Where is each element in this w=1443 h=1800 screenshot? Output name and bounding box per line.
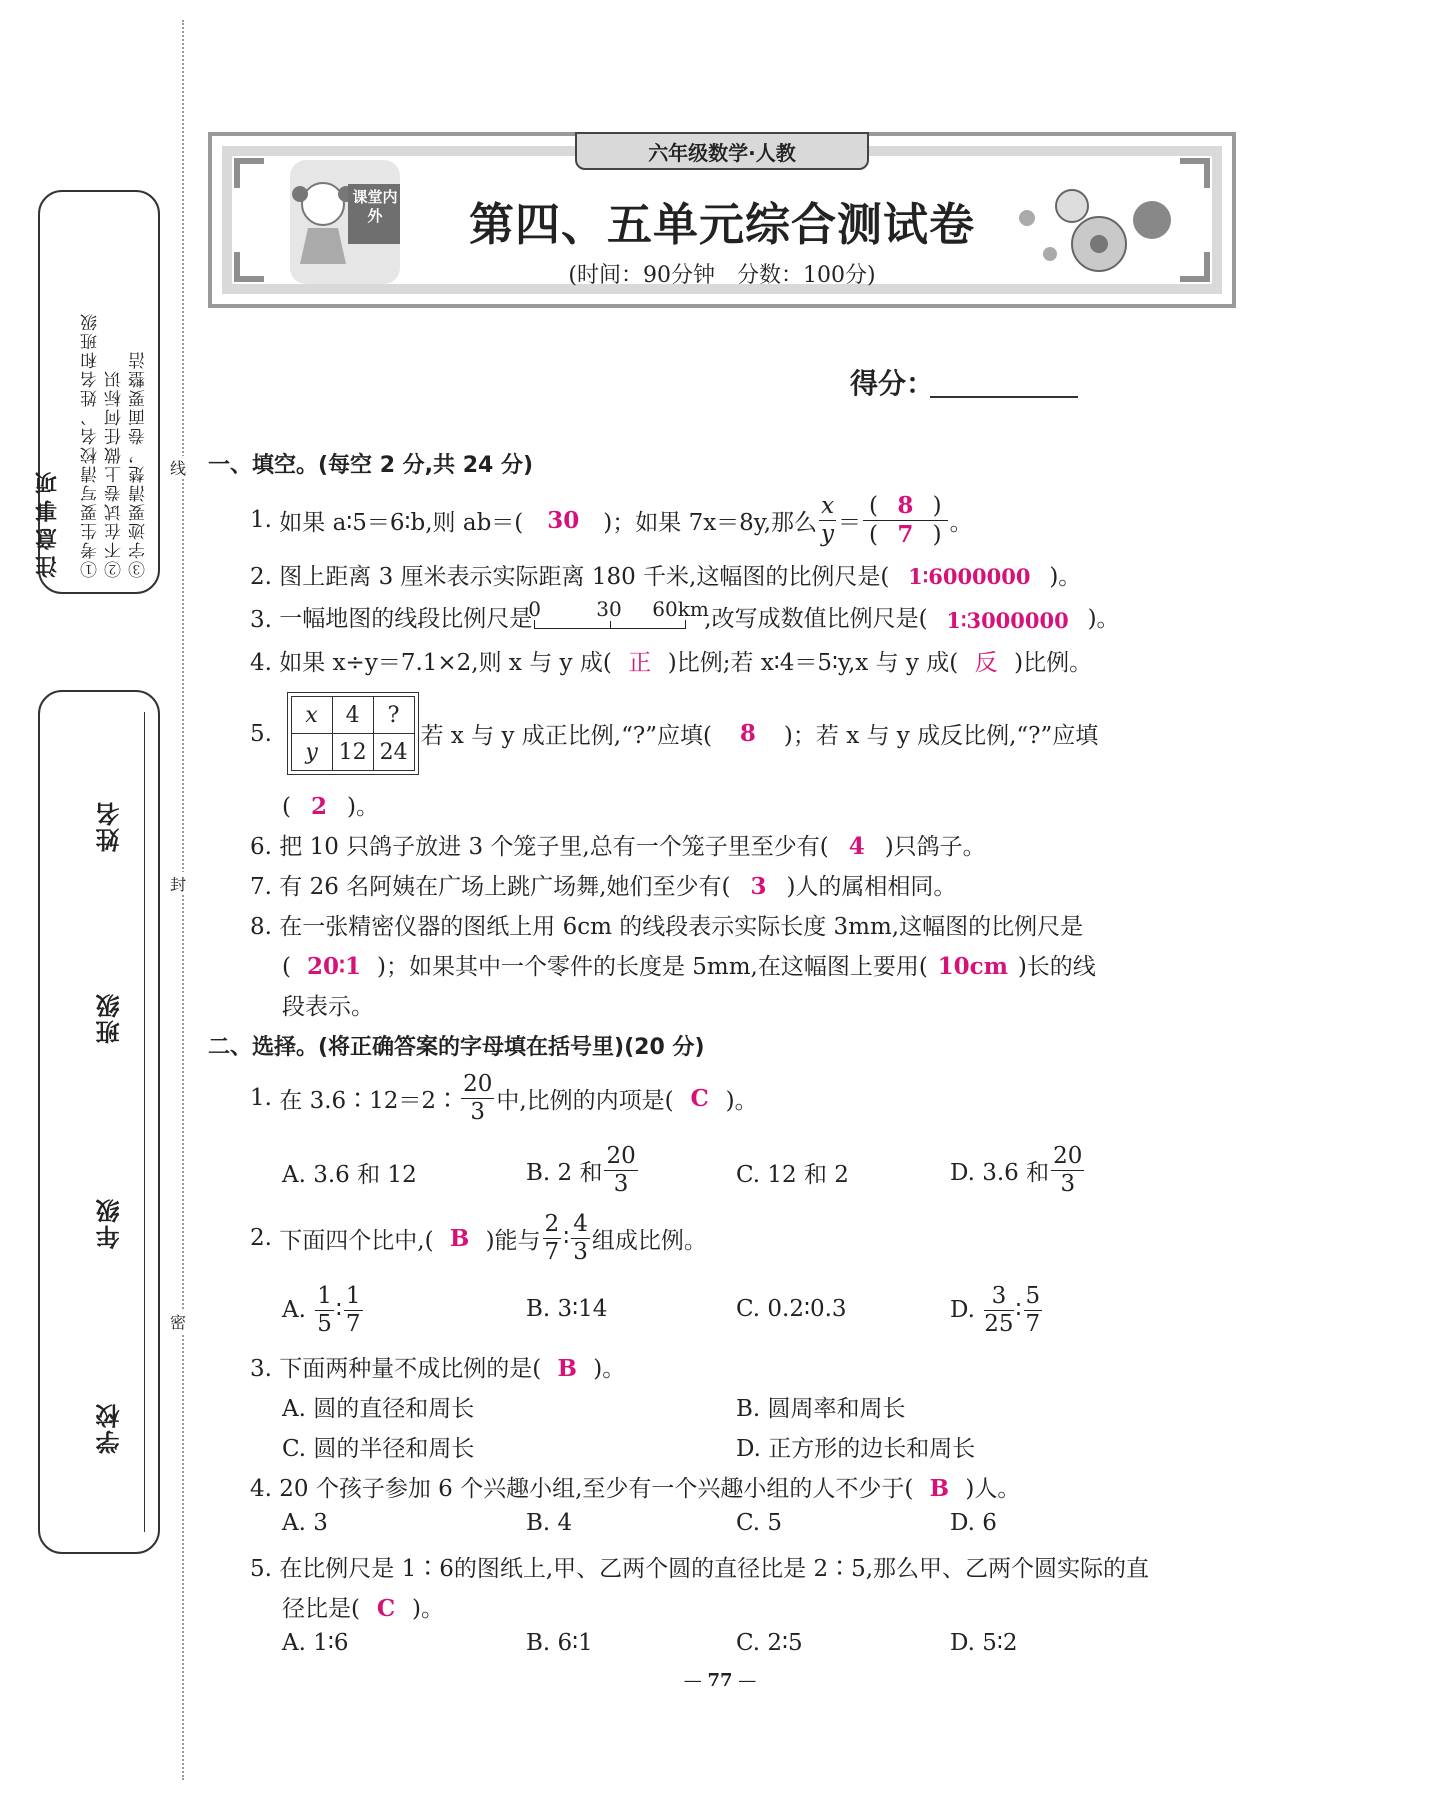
page-subtitle: (时间：90分钟 分数：100分) bbox=[568, 263, 876, 288]
page-title: 第四、五单元综合测试卷 bbox=[468, 198, 975, 251]
table-cell: 4 bbox=[332, 697, 373, 734]
q-text: )；如果其中一个零件的长度是 5mm,在这幅图上要用( bbox=[376, 954, 928, 980]
s2-q4 bbox=[250, 1470, 1020, 1503]
q-text: )人。 bbox=[965, 1476, 1021, 1502]
q-text: )比例;若 x∶4＝5∶y,x 与 y 成( bbox=[667, 650, 959, 676]
s2-q1 bbox=[250, 1068, 758, 1128]
table-cell: 24 bbox=[373, 734, 414, 771]
answer[interactable]: 2 bbox=[310, 793, 327, 820]
scale-label: 60km bbox=[652, 597, 709, 621]
option-d[interactable]: D. 5∶2 bbox=[950, 1630, 1018, 1656]
q-end: )。 bbox=[1049, 564, 1082, 590]
colon: ∶ bbox=[563, 1225, 570, 1251]
q-text: 段表示。 bbox=[282, 994, 374, 1020]
table-cell: x bbox=[291, 697, 332, 734]
option-c[interactable]: C. 12 和 2 bbox=[736, 1162, 849, 1188]
q-text: )；如果 7x＝8y,那么 bbox=[603, 509, 818, 536]
answer[interactable]: 7 bbox=[897, 520, 914, 548]
option-d[interactable]: D. 3.6 和 $\frac{20}{3}$ bbox=[950, 1142, 1083, 1197]
q-number: 2. bbox=[250, 1225, 272, 1251]
q-text: 径比是( bbox=[282, 1596, 360, 1622]
s2-q2-options bbox=[282, 1280, 1102, 1340]
q-text: 把 10 只鸽子放进 3 个笼子里,总有一个笼子里至少有( bbox=[279, 834, 829, 860]
option-d[interactable]: D. 正方形的边长和周长 bbox=[736, 1436, 976, 1462]
q-text: 在一张精密仪器的图纸上用 6cm 的线段表示实际长度 3mm,这幅图的比例尺是 bbox=[279, 914, 1084, 940]
fraction: $\frac{1}{7}$ bbox=[345, 1282, 361, 1337]
q-number: 3. bbox=[250, 1356, 272, 1382]
option-b[interactable]: B. 6∶1 bbox=[526, 1630, 593, 1656]
table-cell: ? bbox=[373, 697, 414, 734]
s2-q2 bbox=[250, 1208, 707, 1268]
answer[interactable]: 正 bbox=[628, 650, 652, 676]
name-field-label[interactable]: 姓名 bbox=[96, 800, 124, 852]
s2-q3 bbox=[250, 1350, 625, 1383]
fraction: $\frac{20}{3}$ bbox=[606, 1142, 636, 1197]
answer[interactable]: 30 bbox=[547, 506, 580, 534]
fraction: $\frac{20}{3}$ bbox=[1053, 1142, 1083, 1197]
q-text: )长的线 bbox=[1017, 954, 1096, 980]
answer[interactable]: 1∶6000000 bbox=[908, 564, 1031, 589]
q-text: 如果 a∶5＝6∶b,则 ab＝( bbox=[279, 509, 524, 536]
fraction: $\frac{4}{3}$ bbox=[573, 1210, 588, 1265]
frac-num: x bbox=[821, 492, 835, 519]
q-number: 8. bbox=[250, 914, 272, 940]
q-number: 4. bbox=[250, 1476, 272, 1502]
binding-dotted-line bbox=[182, 20, 184, 1780]
s1-q7 bbox=[250, 868, 956, 901]
s1-q8-cont bbox=[282, 948, 1096, 981]
scale-label: 30 bbox=[596, 597, 622, 621]
option-c[interactable]: C. 2∶5 bbox=[736, 1630, 803, 1656]
s1-q6 bbox=[250, 828, 986, 861]
student-info-box bbox=[38, 690, 160, 1554]
q-end: 。 bbox=[949, 509, 973, 536]
q-text: ( bbox=[282, 954, 291, 980]
s1-q1 bbox=[250, 490, 973, 550]
q-text: 在比例尺是 1∶6的图纸上,甲、乙两个圆的直径比是 2∶5,那么甲、乙两个圆实际的直 bbox=[279, 1556, 1150, 1582]
q-text: )比例。 bbox=[1014, 650, 1093, 676]
q-end: )。 bbox=[1087, 606, 1120, 632]
xy-table bbox=[291, 696, 415, 771]
q-text: 一幅地图的线段比例尺是 bbox=[279, 606, 533, 632]
answer[interactable]: 1∶3000000 bbox=[946, 608, 1069, 633]
q-number: 1. bbox=[250, 507, 272, 533]
answer-fraction: $\frac{( 8 )}{( 7 )}$ bbox=[863, 494, 948, 547]
page-number-wrap: — 77 — bbox=[683, 1670, 757, 1691]
section1-heading: 一、填空。(每空 2 分,共 24 分) bbox=[208, 453, 534, 478]
scale-tick bbox=[610, 621, 611, 629]
q-text: )能与 bbox=[485, 1227, 541, 1254]
q-text: )。 bbox=[411, 1596, 444, 1622]
option-b[interactable]: B. 圆周率和周长 bbox=[736, 1396, 906, 1422]
q-number: 7. bbox=[250, 874, 272, 900]
option-b[interactable]: B. 2 和 $\frac{20}{3}$ bbox=[526, 1142, 636, 1197]
s1-q4 bbox=[250, 644, 1092, 677]
s1-q8-cont2 bbox=[282, 988, 374, 1021]
q-text: )只鸽子。 bbox=[884, 834, 986, 860]
answer[interactable]: 8 bbox=[897, 491, 914, 519]
frac-den: y bbox=[821, 520, 835, 547]
notice-box bbox=[35, 190, 160, 594]
answer[interactable]: 3 bbox=[750, 873, 767, 900]
answer[interactable]: B bbox=[449, 1224, 470, 1252]
notice-item-2: ②不在试卷上做任何标识 bbox=[105, 369, 125, 578]
option-b[interactable]: B. 3∶14 bbox=[526, 1296, 608, 1322]
q-text: 组成比例。 bbox=[591, 1227, 707, 1254]
option-a[interactable]: A. 3.6 和 12 bbox=[282, 1162, 417, 1188]
fraction-xy bbox=[819, 492, 836, 547]
option-a[interactable]: A. 圆的直径和周长 bbox=[282, 1396, 475, 1422]
answer[interactable]: 10cm bbox=[937, 953, 1008, 980]
answer[interactable]: B bbox=[557, 1355, 577, 1382]
line-scale bbox=[528, 597, 709, 633]
s2-q5-cont bbox=[282, 1590, 444, 1623]
fraction: $\frac{2}{7}$ bbox=[544, 1210, 560, 1265]
class-field-label[interactable]: 班级 bbox=[96, 992, 124, 1044]
logo-text: 课堂内外 bbox=[352, 188, 398, 225]
q-text: )；若 x 与 y 成反比例,“?”应填 bbox=[783, 723, 1099, 749]
q-text: )人的属相相同。 bbox=[786, 874, 957, 900]
grade-field-label[interactable]: 年级 bbox=[96, 1197, 124, 1249]
s1-q5 bbox=[250, 692, 1098, 775]
q-text: 下面四个比中,( bbox=[279, 1227, 434, 1254]
binding-mark-secret: 密 bbox=[170, 1310, 186, 1333]
info-field-line bbox=[144, 712, 145, 1532]
equals: ＝ bbox=[838, 509, 862, 536]
binding-mark-line: 线 bbox=[170, 456, 186, 479]
answer[interactable]: 4 bbox=[848, 833, 865, 860]
q-number: 2. bbox=[250, 564, 272, 590]
s1-q5-cont bbox=[282, 788, 379, 821]
s1-q2 bbox=[250, 558, 1081, 591]
s2-q1-options bbox=[282, 1140, 1102, 1200]
q-text: 有 26 名阿姨在广场上跳广场舞,她们至少有( bbox=[279, 874, 731, 900]
s1-q8 bbox=[250, 908, 1083, 941]
option-a[interactable]: A. $\frac{1}{5}$ ∶ $\frac{1}{7}$ bbox=[282, 1282, 361, 1337]
scale-label: 0 bbox=[528, 597, 541, 621]
q-text: ,改写成数值比例尺是( bbox=[704, 606, 928, 632]
q-number: 3. bbox=[250, 607, 272, 633]
q-text: 若 x 与 y 成正比例,“?”应填( bbox=[420, 723, 712, 749]
answer[interactable]: 8 bbox=[739, 720, 756, 747]
option-a[interactable]: A. 1∶6 bbox=[282, 1630, 349, 1656]
q-number: 6. bbox=[250, 834, 272, 860]
s2-q5 bbox=[250, 1550, 1149, 1583]
q-text: 如果 x÷y＝7.1×2,则 x 与 y 成( bbox=[279, 650, 612, 676]
notice-item-1: ①考生要写清校名、姓名和班级 bbox=[81, 312, 101, 578]
fraction: $\frac{1}{5}$ bbox=[317, 1282, 332, 1337]
q-text: 20 个孩子参加 6 个兴趣小组,至少有一个兴趣小组的人不少于( bbox=[279, 1476, 914, 1502]
answer[interactable]: C bbox=[690, 1084, 709, 1112]
answer[interactable]: 反 bbox=[974, 650, 998, 676]
q-text: ( bbox=[282, 794, 291, 820]
score-input-line[interactable] bbox=[930, 396, 1078, 398]
xy-table-wrap bbox=[287, 692, 419, 775]
notice-item-3: ③字迹要清楚，卷面要整洁 bbox=[129, 350, 149, 578]
notice-label: 注意事项 bbox=[35, 466, 61, 578]
answer[interactable]: C bbox=[376, 1595, 396, 1622]
option-c[interactable]: C. 5 bbox=[736, 1510, 783, 1536]
fraction: $\frac{5}{7}$ bbox=[1025, 1282, 1041, 1337]
q-text: 图上距离 3 厘米表示实际距离 180 千米,这幅图的比例尺是( bbox=[279, 564, 890, 590]
fraction: $\frac{20}{3}$ bbox=[463, 1070, 493, 1125]
q-text: 在 3.6∶12＝2∶ bbox=[279, 1087, 460, 1114]
table-cell: y bbox=[291, 734, 332, 771]
q-text: 中,比例的内项是( bbox=[496, 1087, 674, 1114]
header-badge: 六年级数学·人教 bbox=[575, 132, 869, 170]
option-c[interactable]: C. 0.2∶0.3 bbox=[736, 1296, 847, 1322]
q-text: )。 bbox=[593, 1356, 626, 1382]
option-b[interactable]: B. 4 bbox=[526, 1510, 573, 1536]
page-number: 77 bbox=[707, 1670, 733, 1691]
option-d[interactable]: D. 6 bbox=[950, 1510, 997, 1536]
option-c[interactable]: C. 圆的半径和周长 bbox=[282, 1436, 475, 1462]
q-number: 5. bbox=[250, 720, 272, 747]
answer[interactable]: 20∶1 bbox=[306, 953, 361, 980]
score-label: 得分： bbox=[850, 367, 935, 400]
fraction: $\frac{3}{25}$ bbox=[984, 1282, 1014, 1337]
q-number: 1. bbox=[250, 1085, 272, 1111]
section2-heading: 二、选择。(将正确答案的字母填在括号里)(20 分) bbox=[208, 1035, 705, 1060]
s1-q3 bbox=[250, 597, 1120, 633]
q-text: )。 bbox=[725, 1087, 758, 1114]
answer[interactable]: B bbox=[929, 1475, 950, 1502]
q-text: )。 bbox=[346, 794, 379, 820]
option-a[interactable]: A. 3 bbox=[282, 1510, 328, 1536]
school-field-label[interactable]: 学校 bbox=[96, 1402, 124, 1454]
q-text: 下面两种量不成比例的是( bbox=[279, 1356, 542, 1382]
table-cell: 12 bbox=[332, 734, 373, 771]
q-number: 5. bbox=[250, 1556, 272, 1582]
binding-mark-seal: 封 bbox=[170, 872, 186, 895]
option-d[interactable]: D. $\frac{3}{25}$ ∶ $\frac{5}{7}$ bbox=[950, 1282, 1041, 1337]
q-number: 4. bbox=[250, 650, 272, 676]
